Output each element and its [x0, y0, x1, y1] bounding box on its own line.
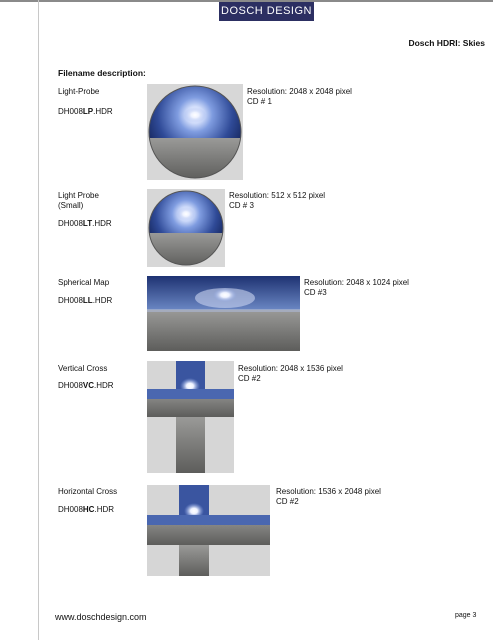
- logo-text: DOSCH DESIGN: [221, 5, 312, 17]
- entry-label: Vertical Cross: [58, 364, 108, 373]
- entry-label: Spherical Map: [58, 278, 110, 287]
- entry-filename: DH008LT.HDR: [58, 219, 112, 228]
- entry-label: Light-Probe: [58, 87, 100, 96]
- light-probe-small-image: [147, 189, 225, 267]
- section-title: Filename description:: [58, 68, 146, 78]
- entry-filename: DH008LP.HDR: [58, 107, 113, 116]
- spherical-map-image: [147, 276, 300, 351]
- light-probe-image: [147, 84, 243, 180]
- entry-resolution: Resolution: 1536 x 2048 pixel CD #2: [276, 487, 381, 506]
- document-title: Dosch HDRI: Skies: [408, 38, 485, 48]
- entry-label: Horizontal Cross: [58, 487, 118, 496]
- entry-resolution: Resolution: 2048 x 1536 pixel CD #2: [238, 364, 343, 383]
- entry-label: Light Probe (Small): [58, 191, 99, 210]
- left-margin-rule: [38, 0, 39, 640]
- footer-website: www.doschdesign.com: [55, 612, 147, 622]
- page-number: page 3: [455, 612, 477, 619]
- horizontal-cross-image: [147, 485, 270, 576]
- entry-resolution: Resolution: 2048 x 1024 pixel CD #3: [304, 278, 409, 297]
- entry-resolution: Resolution: 512 x 512 pixel CD # 3: [229, 191, 326, 210]
- entry-filename: DH008LL.HDR: [58, 296, 113, 305]
- vertical-cross-image: [147, 361, 234, 473]
- entry-resolution: Resolution: 2048 x 2048 pixel CD # 1: [247, 87, 352, 106]
- brand-logo: [219, 2, 314, 21]
- entry-filename: DH008HC.HDR: [58, 505, 115, 514]
- entry-filename: DH008VC.HDR: [58, 381, 114, 390]
